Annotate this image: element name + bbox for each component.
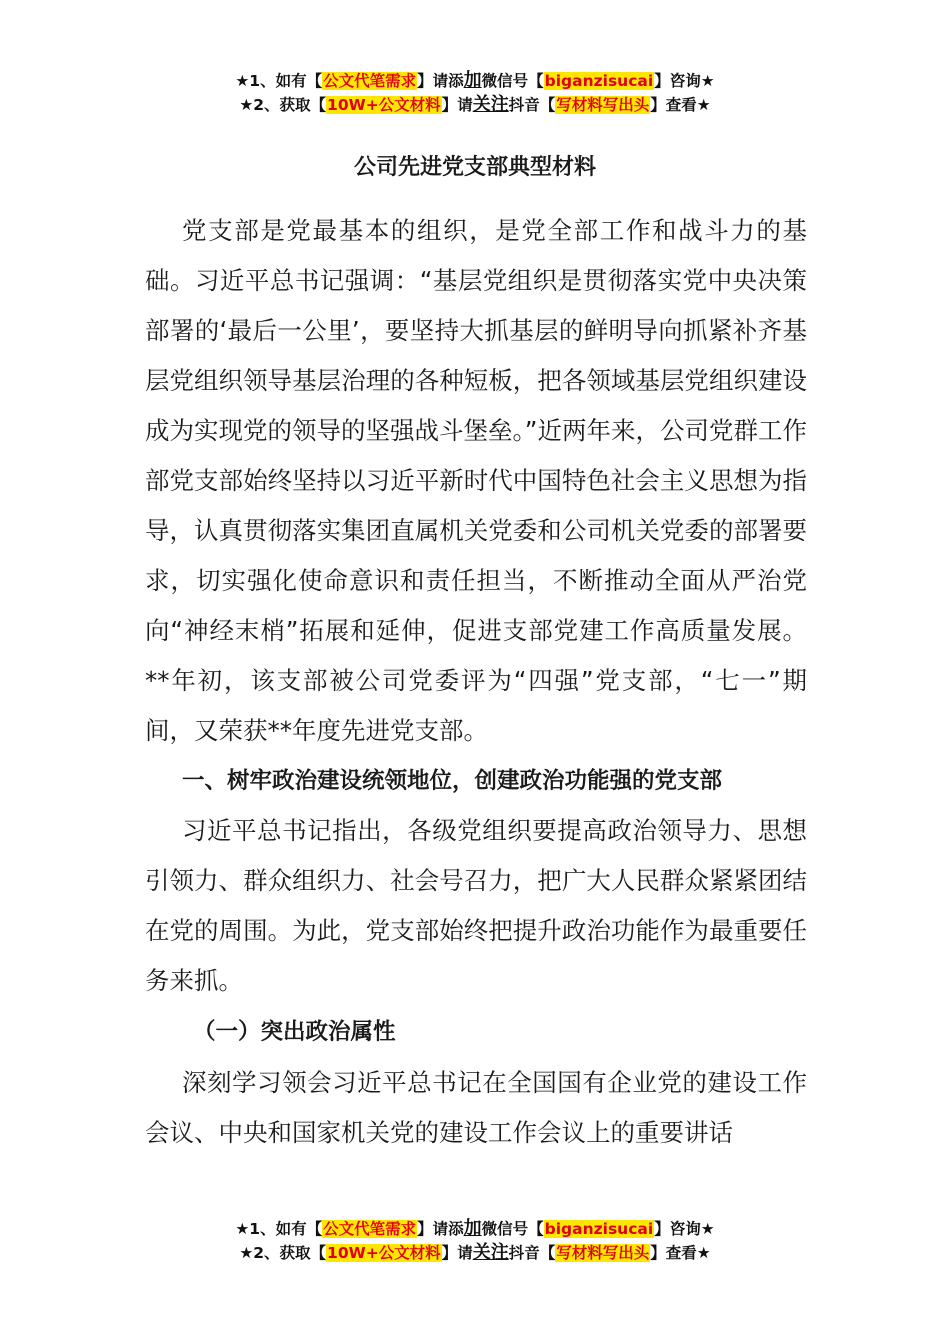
promo-text: 】咨询★ [654,72,715,90]
promo-highlight: 公文代笔需求 [323,72,417,90]
promo-text: 抖音【 [508,96,556,114]
promo-line-2 [0,1241,950,1265]
paragraph-subsection-1: 深刻学习领会习近平总书记在全国国有企业党的建设工作会议、中央和国家机关党的建设工作会议上的重要讲话 [145,1068,807,1147]
promo-line-2 [0,93,950,117]
promo-header [0,69,950,117]
promo-highlight: 写材料写出头 [556,1244,650,1262]
paragraph-intro: 党支部是党最基本的组织，是党全部工作和战斗力的基础。习近平总书记强调：“基层党组织是贯彻落实党中央决策部署的‘最后一公里’，要坚持大抓基层的鲜明导向抓紧补齐基层党组织领导基层治理的各种短板，把各领域基层党组织建设成为实现党的领导的坚强战斗堡垒。”近两年来，公司党群工作部党支部始终坚持以习近平新时代中国特色社会主义思想为指导，认真贯彻落实集团直属机关党委和公司机关党委的部署要求，切实强化使命意识和责任担当，不断推动全面从严治党向“神经末梢”拓展和延伸，促进支部党建工作高质量发展。**年初，该支部被公司党委评为“四强”党支部，“七一”期间，又荣获**年度先进党支部。 [145,216,807,745]
document-body [145,206,807,1158]
promo-text: 微信号【 [481,72,544,90]
promo-footer [0,1217,950,1265]
promo-emphasis: 加 [463,70,482,91]
promo-emphasis: 关注 [472,1242,509,1263]
subsection-heading-1: （一）突出政治属性 [193,1019,396,1045]
promo-text: 微信号【 [481,1220,544,1238]
promo-highlight: 10W+公文材料 [327,1244,441,1262]
promo-text: 】请添 [417,1220,464,1238]
promo-text: 】查看★ [650,96,711,114]
promo-highlight: biganzisucai [544,72,654,90]
promo-text: ★2、获取【 [239,1244,327,1262]
promo-line-1 [0,1217,950,1241]
promo-text: ★1、如有【 [235,72,323,90]
promo-text: 】咨询★ [654,1220,715,1238]
promo-text: 】请 [441,96,473,114]
promo-text: 】请添 [417,72,464,90]
promo-text: ★2、获取【 [239,96,327,114]
paragraph-section-1: 习近平总书记指出，各级党组织要提高政治领导力、思想引领力、群众组织力、社会号召力，把广大人民群众紧紧团结在党的周围。为此，党支部始终把提升政治功能作为最重要任务来抓。 [145,816,807,995]
promo-highlight: 公文代笔需求 [323,1220,417,1238]
promo-text: ★1、如有【 [235,1220,323,1238]
promo-emphasis: 关注 [472,94,509,115]
promo-line-1 [0,69,950,93]
promo-highlight: 写材料写出头 [556,96,650,114]
promo-highlight: 10W+公文材料 [327,96,441,114]
section-heading-1: 一、树牢政治建设统领地位，创建政治功能强的党支部 [182,768,723,794]
promo-highlight: biganzisucai [544,1220,654,1238]
document-title: 公司先进党支部典型材料 [353,155,596,180]
promo-text: 抖音【 [508,1244,556,1262]
promo-emphasis: 加 [463,1218,482,1239]
promo-text: 】请 [441,1244,473,1262]
promo-text: 】查看★ [650,1244,711,1262]
